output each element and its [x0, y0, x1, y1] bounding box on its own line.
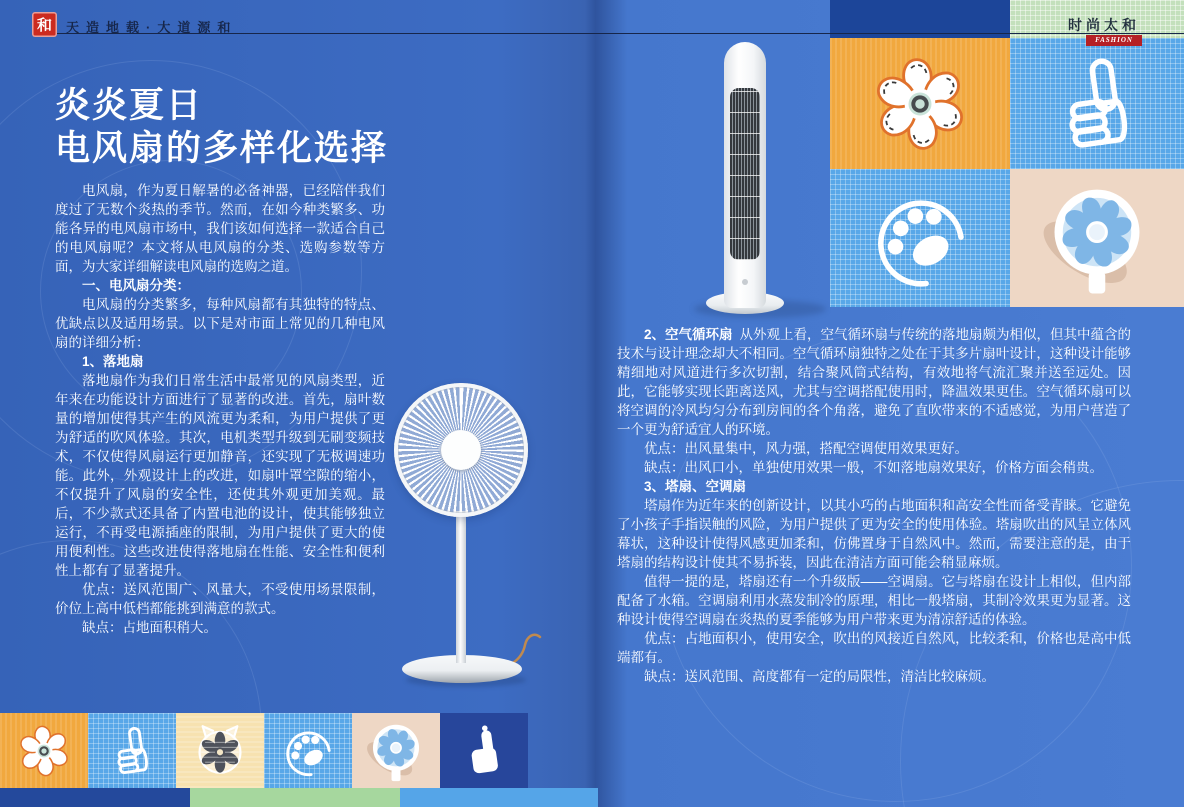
masthead-text: 天造地载·大道源和 [66, 20, 238, 35]
handheld-fan-icon [1038, 179, 1156, 297]
bottom-strip-navy [0, 788, 190, 807]
decor-tile-cat-fan [176, 713, 264, 788]
decor-tile-paw [264, 713, 352, 788]
decor-tile-handheld-fan [1010, 169, 1184, 307]
tower-fan-heading: 3、塔扇、空调扇 [644, 479, 747, 494]
decor-tile-thumbs-up [1010, 38, 1184, 169]
section-heading: 一、电风扇分类： [82, 278, 190, 293]
thumbs-up-solid-icon [456, 723, 512, 779]
article-title-line2: 电风扇的多样化选择 [55, 129, 389, 168]
right-text-column [617, 325, 1131, 686]
decor-tile-pinwheel [0, 713, 88, 788]
bottom-strip-blue [400, 788, 598, 807]
left-text-column [55, 181, 385, 637]
intro-paragraph: 电风扇，作为夏日解暑的必备神器，已经陪伴我们度过了无数个炎热的季节。然而，在如今种类繁多、功能各异的电风扇市场中，我们该如何选择一款适合自己的电风扇呢？本文将从电风扇的分类、选购参数等方面，为大家详细解读电风扇的选购之道。 [55, 183, 385, 274]
magazine-title: 时尚太和 [1068, 17, 1140, 33]
circulation-fan-pros: 优点：出风量集中，风力强，搭配空调使用效果更好。 [644, 441, 968, 456]
seal-character: 和 [36, 17, 52, 34]
decor-tile-pinwheel [830, 38, 1010, 169]
pedestal-fan-hub [441, 430, 481, 470]
decor-tile-handheld-fan [352, 713, 440, 788]
tower-fan-paragraph-1: 塔扇作为近年来的创新设计，以其小巧的占地面积和高安全性而备受青睐。它避免了小孩子手指误触的风险，为用户提供了更为安全的使用体验。塔扇吹出的风呈立体风幕状，这种设计使得风感更加柔和，仿佛置身于自然风中。然而，需要注意的是，由于塔扇的结构设计使其不易拆装，因此在清洁方面可能会稍显麻烦。 [617, 498, 1131, 570]
pinwheel-fan-icon [13, 720, 75, 782]
fashion-badge: FASHION [1086, 35, 1142, 46]
handheld-fan-icon [364, 719, 428, 783]
tower-fan-logo [742, 279, 748, 285]
floor-fan-paragraph: 落地扇作为我们日常生活中最常见的风扇类型，近年来在功能设计方面进行了显著的改进。首先，扇叶数量的增加使得其产生的风流更为柔和，为用户提供了更为舒适的吹风体验。其次，电机类型升级到无刷变频技术，不仅使得风扇运行更加静音，还实现了无极调速功能。此外，外观设计上的改进，如扇叶罩空隙的缩小，不仅提升了风扇的安全性，还使其外观更加美观。最后，不少款式还具备了内置电池的设计，使其能够独立运行，不再受电源插座的限制，为用户提供了更大的使用便利性。这些改进使得落地扇在性能、安全性和便利性上都有了显著提升。 [55, 373, 385, 578]
section-intro-paragraph: 电风扇的分类繁多，每种风扇都有其独特的特点、优缺点以及适用场景。以下是对市面上常见的几种电风扇的详细分析： [55, 297, 385, 350]
decor-tile-thumbs-up [88, 713, 176, 788]
tower-fan-cons: 缺点：送风范围、高度都有一定的局限性，清洁比较麻烦。 [644, 669, 995, 684]
article-title [55, 84, 388, 170]
tower-fan-pros: 优点：占地面积小，使用安全，吹出的风接近自然风，比较柔和，价格也是高中低端都有。 [617, 631, 1131, 665]
decor-tile-paw [830, 169, 1010, 307]
circulation-fan-heading: 2、空气循环扇 [644, 327, 733, 342]
publisher-seal-logo [32, 12, 57, 37]
paw-print-icon [279, 722, 337, 780]
circulation-fan-cons: 缺点：出风口小，单独使用效果一般，不如落地扇效果好，价格方面会稍贵。 [644, 460, 1103, 475]
thumbs-up-icon [103, 722, 161, 780]
pedestal-fan-photo [390, 383, 542, 693]
tower-fan-paragraph-2: 值得一提的是，塔扇还有一个升级版——空调扇。它与塔扇在设计上相似，但内部配备了水箱。空调扇利用水蒸发制冷的原理，相比一般塔扇，其制冷效果更为显著。这种设计使得空调扇在炎热的夏季能够为用户带来更为清凉舒适的体验。 [617, 574, 1131, 627]
cat-ear-fan-icon [189, 720, 251, 782]
thumbs-up-icon [1042, 49, 1152, 159]
tower-fan-photo [690, 38, 840, 326]
floor-fan-pros: 优点：送风范围广、风量大，不受使用场景限制，价位上高中低档都能挑到满意的款式。 [55, 582, 385, 616]
pinwheel-fan-icon [864, 48, 976, 160]
pedestal-fan-pole [456, 511, 466, 663]
decor-tile-thumbs-up-solid [440, 713, 528, 788]
article-title-line1: 炎炎夏日 [55, 86, 204, 125]
floor-fan-cons: 缺点：占地面积稍大。 [82, 620, 217, 635]
paw-print-icon [864, 182, 976, 294]
floor-fan-heading: 1、落地扇 [82, 354, 144, 369]
bottom-strip-green [190, 788, 400, 807]
tower-fan-grille [730, 88, 760, 260]
circulation-fan-body: 从外观上看，空气循环扇与传统的落地扇颇为相似，但其中蕴含的技术与设计理念却大不相同。空气循环扇独特之处在于其多片扇叶设计，这种设计能够精细地对风道进行多次切割，结合聚风筒式结构，有效地将气流汇聚并送至远处。因此，它能够实现长距离送风，尤其与空调搭配使用时，降温效果更佳。空气循环扇可以将空调的冷风均匀分布到房间的各个角落，避免了直吹带来的不适感觉，为用户营造了一个更为舒适宜人的环境。 [617, 327, 1132, 437]
circulation-fan-paragraph [617, 325, 1131, 439]
